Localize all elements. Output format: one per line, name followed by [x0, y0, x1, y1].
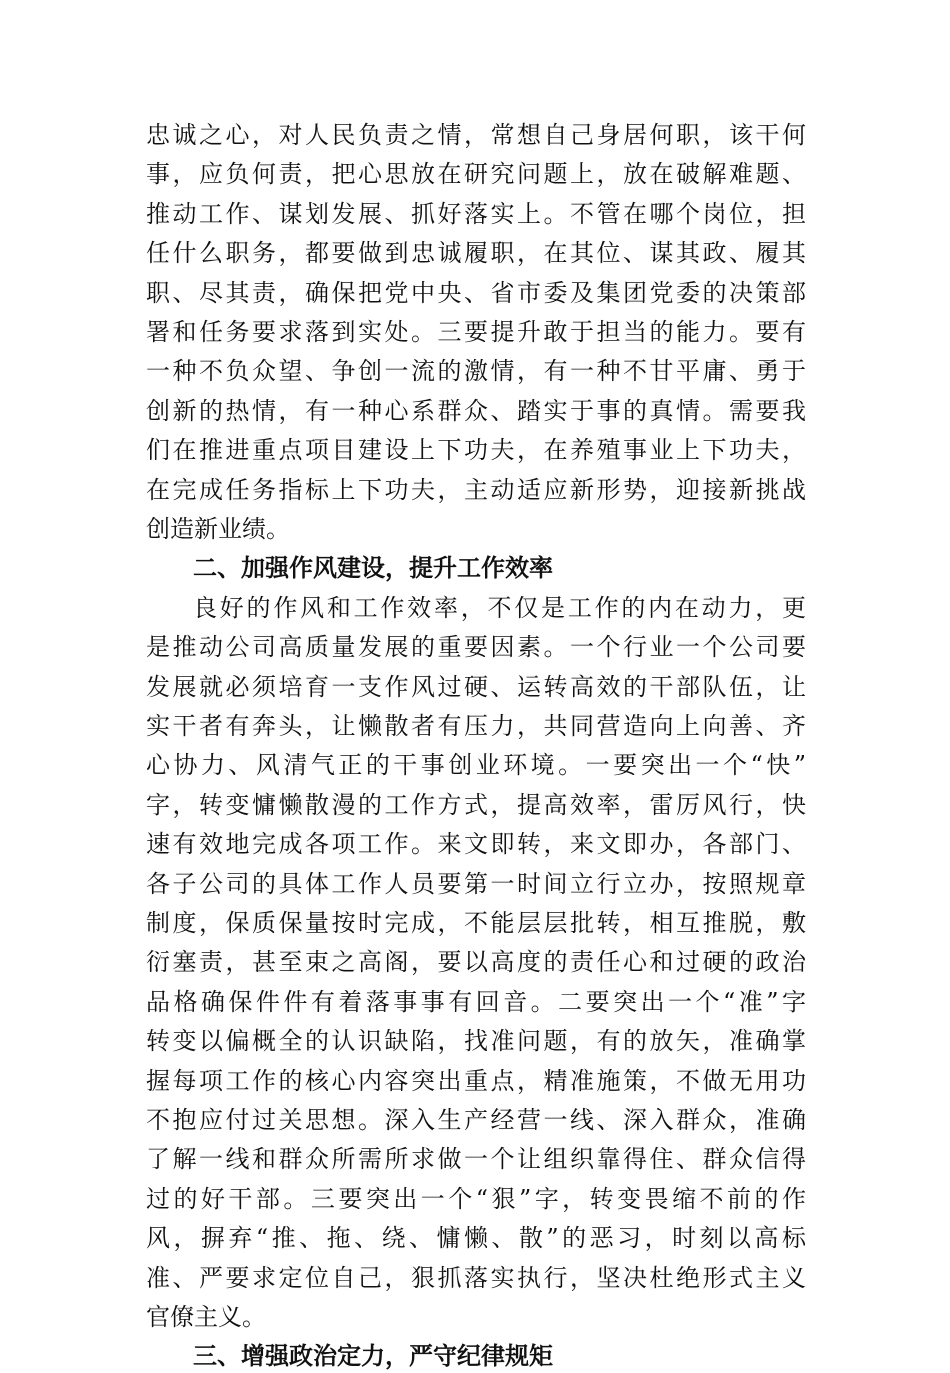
text-line: 风，摒弃“推、拖、绕、慵懒、散”的恶习，时刻以高标	[146, 1224, 806, 1253]
section-heading: 二、加强作风建设，提升工作效率	[193, 554, 553, 583]
text-line: 制度，保质保量按时完成，不能层层批转，相互推脱，敷	[146, 909, 806, 937]
text-line: 创造新业绩。	[146, 515, 290, 543]
text-line: 官僚主义。	[146, 1303, 266, 1331]
text-line: 衍塞责，甚至束之高阁，要以高度的责任心和过硬的政治	[146, 948, 806, 977]
text-line: 们在推进重点项目建设上下功夫，在养殖事业上下功夫，	[146, 436, 806, 465]
text-line: 准、严要求定位自己，狠抓落实执行，坚决杜绝形式主义	[146, 1263, 806, 1292]
text-line: 良好的作风和工作效率，不仅是工作的内在动力，更	[193, 593, 806, 622]
text-line: 在完成任务指标上下功夫，主动适应新形势，迎接新挑战	[146, 475, 806, 504]
text-line: 任什么职务，都要做到忠诚履职，在其位、谋其政、履其	[146, 239, 806, 268]
text-line: 是推动公司高质量发展的重要因素。一个行业一个公司要	[146, 633, 806, 662]
text-line: 忠诚之心，对人民负责之情，常想自己身居何职，该干何	[146, 121, 806, 149]
text-line: 职、尽其责，确保把党中央、省市委及集团党委的决策部	[146, 278, 806, 307]
text-line: 一种不负众望、争创一流的激情，有一种不甘平庸、勇于	[146, 357, 806, 386]
text-line: 实干者有奔头，让懒散者有压力，共同营造向上向善、齐	[146, 712, 806, 740]
text-line: 握每项工作的核心内容突出重点，精准施策，不做无用功	[146, 1066, 806, 1095]
text-line: 署和任务要求落到实处。三要提升敢于担当的能力。要有	[146, 318, 806, 346]
text-line: 转变以偏概全的认识缺陷，找准问题，有的放矢，准确掌	[146, 1027, 806, 1056]
text-line: 心协力、风清气正的干事创业环境。一要突出一个“快”	[146, 751, 806, 780]
text-line: 过的好干部。三要突出一个“狠”字，转变畏缩不前的作	[146, 1184, 806, 1213]
text-line: 发展就必须培育一支作风过硬、运转高效的干部队伍，让	[146, 672, 806, 701]
text-line: 了解一线和群众所需所求做一个让组织靠得住、群众信得	[146, 1145, 806, 1174]
text-line: 推动工作、谋划发展、抓好落实上。不管在哪个岗位，担	[146, 199, 806, 228]
section-heading: 三、增强政治定力，严守纪律规矩	[193, 1342, 553, 1371]
text-line: 各子公司的具体工作人员要第一时间立行立办，按照规章	[146, 869, 806, 898]
text-line: 字，转变慵懒散漫的工作方式，提高效率，雷厉风行，快	[146, 790, 806, 819]
text-line: 不抱应付过关思想。深入生产经营一线、深入群众，准确	[146, 1106, 806, 1134]
text-line: 事，应负何责，把心思放在研究问题上，放在破解难题、	[146, 160, 806, 189]
text-line: 创新的热情，有一种心系群众、踏实于事的真情。需要我	[146, 396, 806, 425]
text-line: 速有效地完成各项工作。来文即转，来文即办，各部门、	[146, 830, 806, 859]
text-line: 品格确保件件有着落事事有回音。二要突出一个“准”字	[146, 987, 806, 1016]
